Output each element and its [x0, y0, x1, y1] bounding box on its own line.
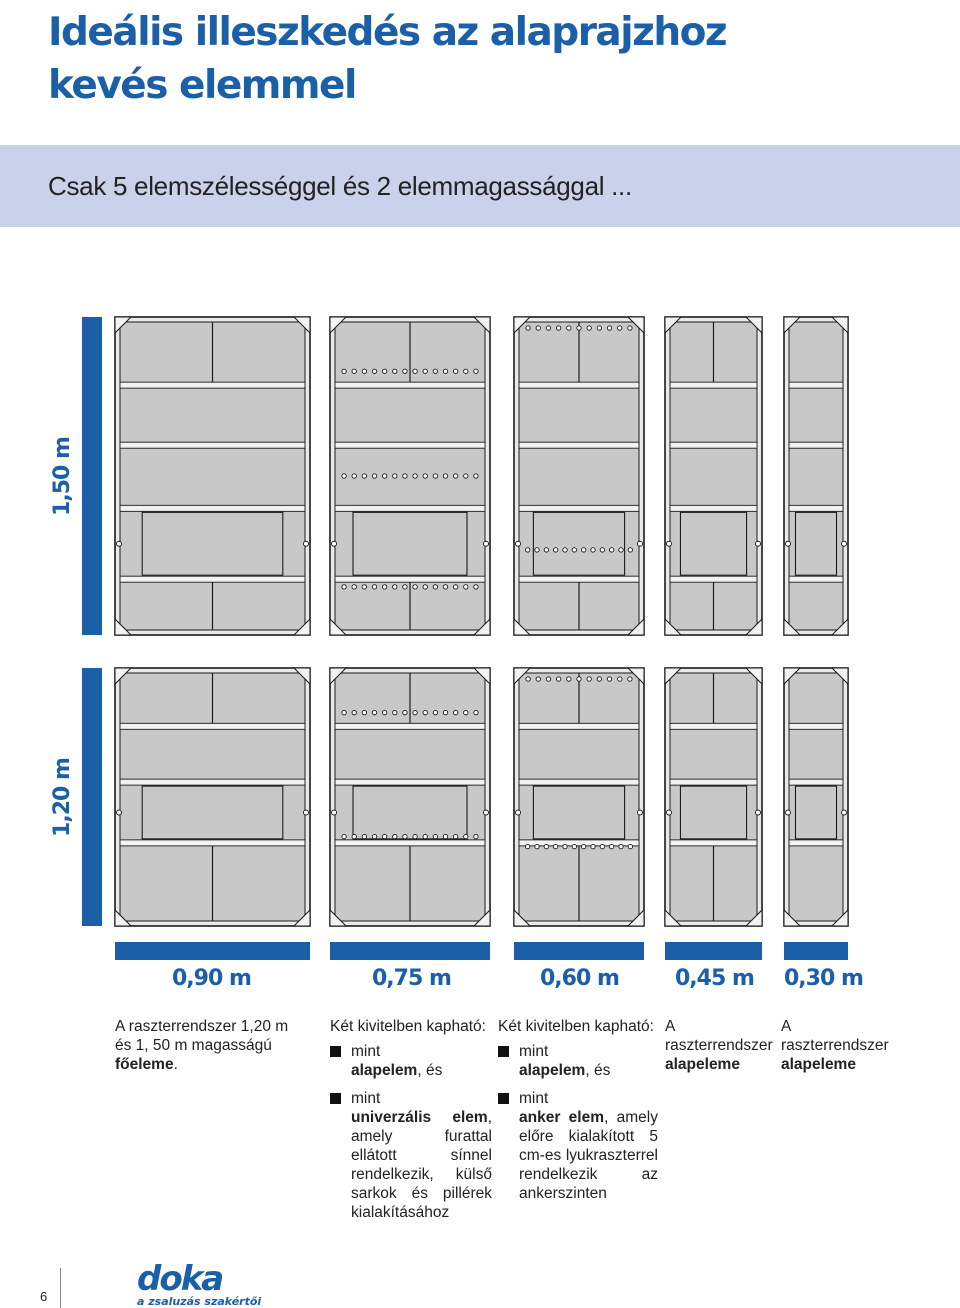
rail-hole [556, 326, 560, 330]
rail-hole [474, 585, 478, 589]
cross-member [789, 840, 843, 846]
description-060 [498, 1017, 658, 1203]
center-insert [353, 786, 467, 839]
footer-divider [60, 1268, 61, 1308]
bullet-item: mint univerzális elem, amely furattal ellátott sínnel rendelkezik, külső sarkok és pillérek kialakításához [330, 1089, 492, 1222]
cross-member [670, 779, 757, 785]
tie-hole [842, 541, 847, 546]
cross-member [335, 840, 485, 846]
center-insert [533, 512, 624, 575]
rail-hole [619, 844, 623, 848]
rail-hole [413, 710, 417, 714]
rail-hole [423, 369, 427, 373]
rail-hole [581, 548, 585, 552]
rail-hole [372, 474, 376, 478]
rail-hole [352, 474, 356, 478]
rail-hole [535, 548, 539, 552]
rail-hole [413, 585, 417, 589]
description-030: A raszterrendszer alapeleme [781, 1018, 889, 1073]
center-insert [795, 786, 836, 839]
cross-member [670, 382, 757, 388]
rail-hole [464, 834, 468, 838]
width-label-090: 0,90 m [172, 966, 251, 991]
rail-hole [423, 474, 427, 478]
rail-hole [413, 834, 417, 838]
rail-hole [433, 369, 437, 373]
rail-hole [536, 326, 540, 330]
bullet-item: mint alapelem, és [498, 1042, 658, 1080]
rail-hole [382, 585, 386, 589]
cross-member [519, 576, 639, 582]
rail-hole [342, 369, 346, 373]
rail-hole [453, 710, 457, 714]
rail-hole [342, 710, 346, 714]
rail-hole [362, 369, 366, 373]
rail-hole [525, 548, 529, 552]
rail-hole [403, 834, 407, 838]
center-insert [795, 512, 836, 575]
description-075 [330, 1017, 492, 1222]
rail-hole [443, 710, 447, 714]
rail-hole [567, 677, 571, 681]
rail-hole [423, 834, 427, 838]
rail-hole [577, 677, 581, 681]
rail-hole [556, 677, 560, 681]
rail-hole [403, 710, 407, 714]
rail-hole [474, 474, 478, 478]
rail-hole [372, 834, 376, 838]
cross-member [335, 723, 485, 729]
cross-member [519, 442, 639, 448]
cross-member [120, 723, 305, 729]
description-090: A raszterrendszer 1,20 m és 1, 50 m magasságú főeleme. [115, 1018, 289, 1073]
logo-wordmark: doka [137, 1259, 223, 1299]
title-line-1: Ideális illeszkedés az alaprajzhoz [48, 10, 727, 55]
rail-hole [362, 834, 366, 838]
rail-hole [352, 369, 356, 373]
description-045: A raszterrendszer alapeleme [665, 1018, 773, 1073]
rail-hole [526, 677, 530, 681]
cross-member [789, 442, 843, 448]
rail-hole [535, 844, 539, 848]
rail-hole [597, 677, 601, 681]
cross-member [519, 505, 639, 511]
cross-member [670, 840, 757, 846]
rail-hole [618, 677, 622, 681]
rail-hole [362, 474, 366, 478]
cross-member [789, 723, 843, 729]
tie-hole [484, 810, 489, 815]
width-label-060: 0,60 m [540, 966, 619, 991]
rail-hole [609, 844, 613, 848]
rail-hole [525, 844, 529, 848]
rail-hole [433, 585, 437, 589]
rail-hole [628, 326, 632, 330]
intro-text: Két kivitelben kapható: [330, 1018, 486, 1035]
center-insert [680, 786, 746, 839]
tie-hole [667, 810, 672, 815]
bullet-item: mint alapelem, és [330, 1042, 492, 1080]
rail-hole [393, 474, 397, 478]
cross-member [335, 505, 485, 511]
cross-member [519, 723, 639, 729]
width-bar-075 [330, 942, 490, 960]
width-label-075: 0,75 m [372, 966, 451, 991]
rail-hole [393, 834, 397, 838]
tie-hole [842, 810, 847, 815]
cross-member [335, 576, 485, 582]
rail-hole [474, 369, 478, 373]
rail-hole [352, 585, 356, 589]
rail-hole [553, 548, 557, 552]
rail-hole [544, 548, 548, 552]
cross-member [335, 779, 485, 785]
panel-face [789, 322, 843, 630]
rail-hole [443, 834, 447, 838]
rail-hole [372, 369, 376, 373]
tie-hole [304, 541, 309, 546]
cross-member [670, 723, 757, 729]
rail-hole [581, 844, 585, 848]
rail-hole [591, 844, 595, 848]
rail-hole [382, 474, 386, 478]
cross-member [120, 576, 305, 582]
rail-hole [393, 585, 397, 589]
rail-hole [464, 369, 468, 373]
tie-hole [786, 541, 791, 546]
rail-hole [423, 710, 427, 714]
rail-hole [393, 369, 397, 373]
rail-hole [362, 585, 366, 589]
rail-hole [382, 834, 386, 838]
cross-member [120, 505, 305, 511]
rail-hole [352, 834, 356, 838]
rail-hole [587, 326, 591, 330]
rail-hole [563, 548, 567, 552]
rail-hole [474, 710, 478, 714]
cross-member [519, 779, 639, 785]
rail-hole [372, 710, 376, 714]
rail-hole [600, 844, 604, 848]
logo-tagline: a zsaluzás szakértői [137, 1295, 262, 1308]
rail-hole [567, 326, 571, 330]
rail-hole [591, 548, 595, 552]
cross-member [120, 779, 305, 785]
center-insert [142, 512, 283, 575]
cross-member [120, 382, 305, 388]
rail-hole [464, 474, 468, 478]
rail-hole [453, 474, 457, 478]
page-number: 6 [40, 1289, 48, 1304]
tie-hole [332, 810, 337, 815]
bullet-item: mint anker elem, amely előre kialakított 5 cm-es lyukraszterrel rendelkezik az ankerszinten [498, 1089, 658, 1203]
cross-member [789, 382, 843, 388]
rail-hole [342, 474, 346, 478]
tie-hole [516, 541, 521, 546]
tie-hole [304, 810, 309, 815]
rail-hole [536, 677, 540, 681]
width-bar-060 [514, 942, 644, 960]
tie-hole [756, 810, 761, 815]
rail-hole [413, 369, 417, 373]
width-label-030: 0,30 m [784, 966, 863, 991]
rail-hole [474, 834, 478, 838]
rail-hole [362, 710, 366, 714]
width-bar-030 [784, 942, 848, 960]
cross-member [335, 382, 485, 388]
tie-hole [484, 541, 489, 546]
rail-hole [433, 834, 437, 838]
cross-member [519, 382, 639, 388]
rail-hole [577, 326, 581, 330]
rail-hole [403, 474, 407, 478]
rail-hole [382, 710, 386, 714]
tie-hole [332, 541, 337, 546]
rail-hole [546, 677, 550, 681]
rail-hole [443, 369, 447, 373]
rail-hole [352, 710, 356, 714]
rail-hole [607, 326, 611, 330]
title-line-2: kevés elemmel [48, 63, 356, 108]
tie-hole [756, 541, 761, 546]
rail-hole [464, 710, 468, 714]
rail-hole [628, 677, 632, 681]
width-bar-090 [115, 942, 310, 960]
rail-hole [572, 548, 576, 552]
rail-hole [526, 326, 530, 330]
rail-hole [628, 548, 632, 552]
height-label-120: 1,20 m [49, 757, 75, 837]
rail-hole [563, 844, 567, 848]
rail-hole [628, 844, 632, 848]
rail-hole [453, 369, 457, 373]
rail-hole [433, 474, 437, 478]
rail-hole [342, 834, 346, 838]
center-insert [533, 786, 624, 839]
width-bar-045 [665, 942, 762, 960]
cross-member [120, 840, 305, 846]
center-insert [353, 512, 467, 575]
cross-member [789, 576, 843, 582]
cross-member [670, 505, 757, 511]
rail-hole [403, 585, 407, 589]
cross-member [120, 442, 305, 448]
tie-hole [638, 810, 643, 815]
rail-hole [413, 474, 417, 478]
rail-hole [597, 326, 601, 330]
rail-hole [393, 710, 397, 714]
height-label-150: 1,50 m [49, 436, 75, 516]
rail-hole [609, 548, 613, 552]
cross-member [789, 505, 843, 511]
width-label-045: 0,45 m [675, 966, 754, 991]
rail-hole [453, 834, 457, 838]
rail-hole [572, 844, 576, 848]
rail-hole [618, 326, 622, 330]
tie-hole [667, 541, 672, 546]
intro-text: Két kivitelben kapható: [498, 1018, 654, 1035]
rail-hole [553, 844, 557, 848]
rail-hole [453, 585, 457, 589]
rail-hole [544, 844, 548, 848]
cross-member [670, 576, 757, 582]
rail-hole [619, 548, 623, 552]
rail-hole [607, 677, 611, 681]
rail-hole [443, 474, 447, 478]
rail-hole [587, 677, 591, 681]
cross-member [789, 779, 843, 785]
tie-hole [117, 541, 122, 546]
rail-hole [423, 585, 427, 589]
rail-hole [403, 369, 407, 373]
doka-logo [137, 1259, 262, 1308]
rail-hole [464, 585, 468, 589]
rail-hole [342, 585, 346, 589]
subtitle: Csak 5 elemszélességgel és 2 elemmagassággal ... [48, 171, 632, 201]
rail-hole [443, 585, 447, 589]
tie-hole [638, 541, 643, 546]
rail-hole [372, 585, 376, 589]
center-insert [142, 786, 283, 839]
rail-hole [433, 710, 437, 714]
cross-member [670, 442, 757, 448]
rail-hole [546, 326, 550, 330]
rail-hole [382, 369, 386, 373]
rail-hole [600, 548, 604, 552]
center-insert [680, 512, 746, 575]
tie-hole [786, 810, 791, 815]
cross-member [335, 442, 485, 448]
tie-hole [117, 810, 122, 815]
tie-hole [516, 810, 521, 815]
